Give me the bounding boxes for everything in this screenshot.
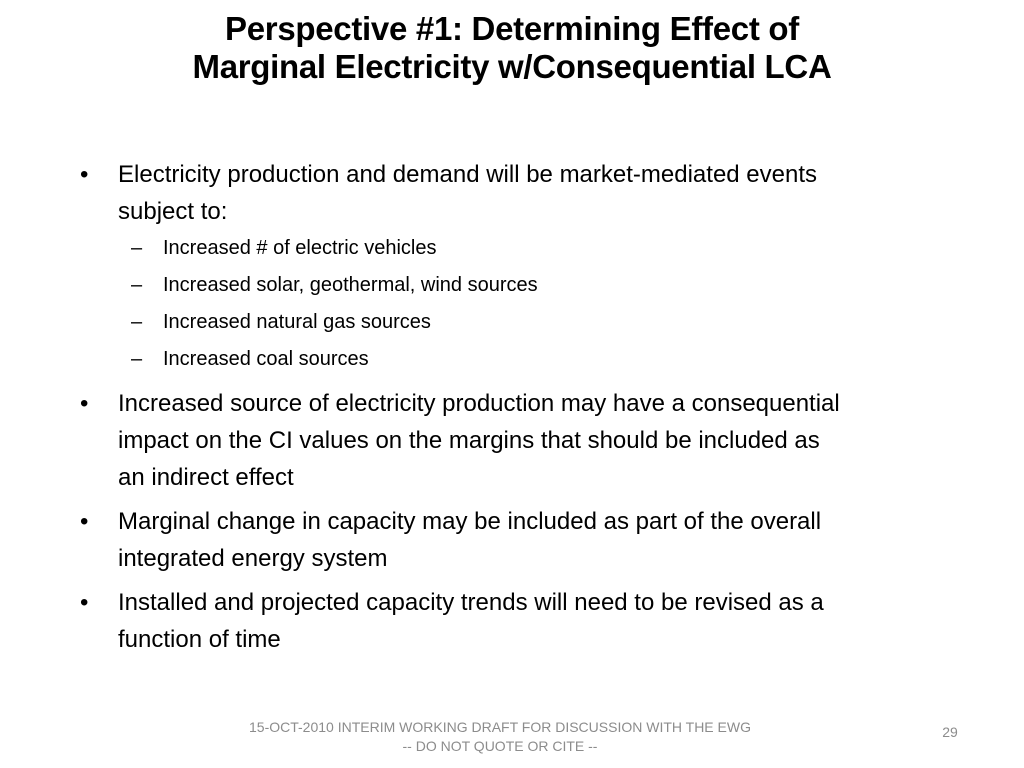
sub-bullet-text: Increased coal sources <box>163 348 369 370</box>
bullet-text: Marginal change in capacity may be included as part of the overall <box>118 508 822 535</box>
title-line: Perspective #1: Determining Effect of <box>225 10 799 47</box>
slide-title <box>60 10 964 86</box>
page-number: 29 <box>942 724 958 740</box>
sub-bullet-item <box>78 267 993 304</box>
bullet-text: subject to: <box>118 198 228 225</box>
bullet-marker: • <box>80 589 89 616</box>
footer-line: -- DO NOT QUOTE OR CITE -- <box>402 738 598 754</box>
sub-bullet-marker: – <box>131 348 143 370</box>
bullet-item <box>78 584 993 658</box>
sub-bullet-text: Increased # of electric vehicles <box>163 237 437 259</box>
bullet-text: an indirect effect <box>118 464 294 491</box>
sub-bullet-marker: – <box>131 311 143 333</box>
sub-bullet-marker: – <box>131 274 143 296</box>
bullet-text: function of time <box>118 626 281 653</box>
title-line: Marginal Electricity w/Consequential LCA <box>192 48 832 85</box>
bullet-text: impact on the CI values on the margins that should be included as <box>118 427 820 454</box>
bullet-text: Increased source of electricity production may have a consequential <box>118 390 840 417</box>
bullet-text: Electricity production and demand will be market-mediated events <box>118 161 818 188</box>
bullet-text: integrated energy system <box>118 545 388 572</box>
footer-line: 15-OCT-2010 INTERIM WORKING DRAFT FOR DISCUSSION WITH THE EWG <box>249 719 751 735</box>
bullet-text: Installed and projected capacity trends will need to be revised as a <box>118 589 824 616</box>
slide-body <box>78 156 993 658</box>
bullet-item <box>78 156 993 230</box>
bullet-item <box>78 385 993 496</box>
bullet-marker: • <box>80 390 89 417</box>
sub-bullet-marker: – <box>131 237 143 259</box>
sub-bullet-item <box>78 230 993 267</box>
sub-bullet-text: Increased solar, geothermal, wind sources <box>163 274 538 296</box>
sub-bullet-text: Increased natural gas sources <box>163 311 431 333</box>
sub-bullet-item <box>78 341 993 378</box>
bullet-item <box>78 503 993 577</box>
bullet-marker: • <box>80 508 89 535</box>
slide-footer <box>200 718 800 756</box>
bullet-marker: • <box>80 161 89 188</box>
sub-bullet-item <box>78 304 993 341</box>
